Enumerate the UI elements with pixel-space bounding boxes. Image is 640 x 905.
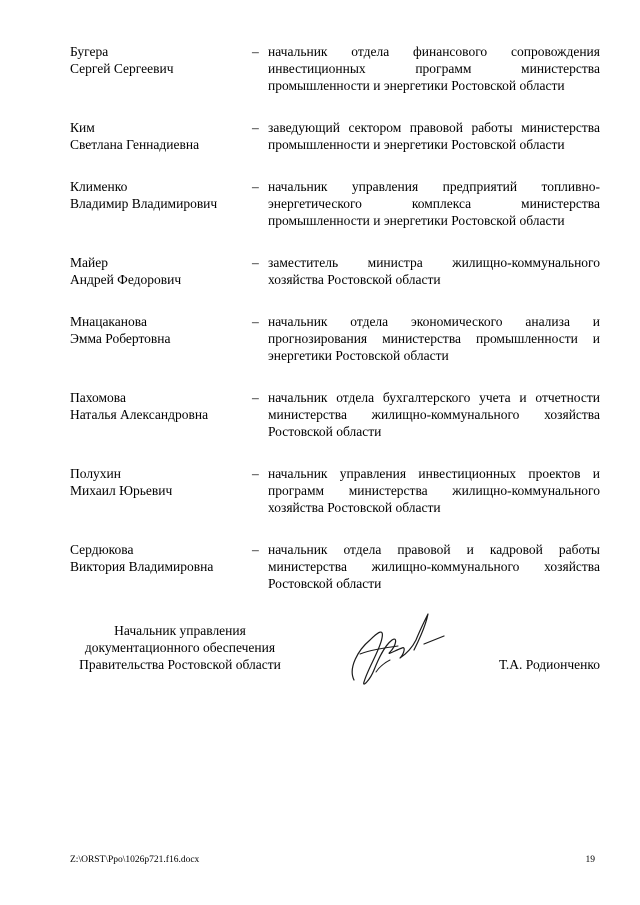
- member-entry: [70, 119, 600, 153]
- member-surname: Майер: [70, 255, 108, 270]
- member-given-names: Светлана Геннадиевна: [70, 137, 200, 152]
- member-entry: [70, 541, 600, 592]
- member-position: начальник управления предприятий топливно-энергетического комплекса министерства промышленности и энергетики Ростовской области: [268, 179, 600, 228]
- member-name: [70, 119, 250, 153]
- member-entry: [70, 465, 600, 516]
- member-surname: Бугера: [70, 44, 109, 59]
- member-dash: –: [252, 255, 259, 270]
- member-name: [70, 178, 250, 212]
- member-position: заместитель министра жилищно-коммунального хозяйства Ростовской области: [268, 255, 600, 287]
- member-dash: –: [252, 390, 259, 405]
- signatory-title-line: Правительства Ростовской области: [79, 657, 281, 672]
- member-surname: Ким: [70, 120, 95, 135]
- member-surname: Мнацаканова: [70, 314, 147, 329]
- footer-file-path: Z:\ORST\Ppo\1026p721.f16.docx: [70, 855, 200, 865]
- member-name: [70, 43, 250, 77]
- signature-block: [60, 622, 600, 702]
- member-name: [70, 541, 250, 575]
- member-name: [70, 389, 250, 423]
- member-entry: [70, 389, 600, 440]
- signatory-title-line: Начальник управления: [114, 623, 246, 638]
- signatory-title-line: документационного обеспечения: [84, 640, 276, 655]
- member-surname: Клименко: [70, 179, 128, 194]
- member-surname: Сердюкова: [70, 542, 134, 557]
- member-entry: [70, 313, 600, 364]
- footer-page-number: 19: [585, 855, 595, 865]
- member-name: [70, 313, 250, 347]
- member-dash: –: [252, 542, 259, 557]
- member-given-names: Эмма Робертовна: [70, 331, 171, 346]
- handwritten-signature-icon: [340, 610, 450, 690]
- member-dash: –: [252, 179, 259, 194]
- member-dash: –: [252, 44, 259, 59]
- member-entry: [70, 178, 600, 229]
- member-position: начальник отдела правовой и кадровой работы министерства жилищно-коммунального хозяйства Ростовской области: [268, 542, 600, 591]
- member-given-names: Сергей Сергеевич: [70, 61, 174, 76]
- member-name: [70, 254, 250, 288]
- member-dash: –: [252, 120, 259, 135]
- member-position: начальник управления инвестиционных проектов и программ министерства жилищно-коммунального хозяйства Ростовской области: [268, 466, 600, 515]
- member-surname: Полухин: [70, 466, 122, 481]
- member-dash: –: [252, 314, 259, 329]
- member-position: начальник отдела финансового сопровождения инвестиционных программ министерства промышленности и энергетики Ростовской области: [268, 44, 600, 93]
- member-given-names: Михаил Юрьевич: [70, 483, 173, 498]
- member-given-names: Виктория Владимировна: [70, 559, 214, 574]
- member-given-names: Андрей Федорович: [70, 272, 182, 287]
- member-given-names: Владимир Владимирович: [70, 196, 218, 211]
- member-entry: [70, 43, 600, 94]
- signatory-title: [60, 622, 300, 673]
- member-given-names: Наталья Александровна: [70, 407, 209, 422]
- member-position: заведующий сектором правовой работы министерства промышленности и энергетики Ростовской области: [268, 120, 600, 152]
- member-position: начальник отдела экономического анализа и прогнозирования министерства промышленности и энергетики Ростовской области: [268, 314, 600, 363]
- member-position: начальник отдела бухгалтерского учета и отчетности министерства жилищно-коммунального хозяйства Ростовской области: [268, 390, 600, 439]
- member-name: [70, 465, 250, 499]
- member-surname: Пахомова: [70, 390, 126, 405]
- signatory-name: Т.А. Родионченко: [499, 657, 600, 672]
- member-entry: [70, 254, 600, 288]
- member-dash: –: [252, 466, 259, 481]
- members-list: [70, 43, 600, 592]
